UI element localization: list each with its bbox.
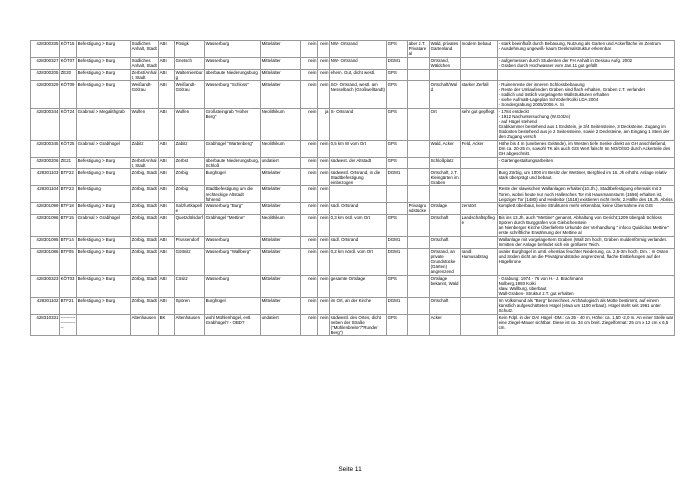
cell-description: ovaler Burghügel in umtl. ehemlas feuchter Niederung, ca. 2,5-3m hoch, Dm. : m Osten und Süden dicht an die Privatgrundstücke angrenzend, flache Einttiefungen auf der Hügelkrone xyxy=(498,248,675,275)
cell-protected-flag: nein xyxy=(301,108,318,140)
cell-ownership xyxy=(408,57,430,69)
cell-condition xyxy=(461,157,498,169)
cell-object-type: Wasserburg "Burg" xyxy=(205,203,261,215)
cell-description xyxy=(498,69,675,81)
cell-land-use: Ortsrand, an private Grundstücke (Gärten) angrenzend xyxy=(430,248,461,275)
cell-description: komplett überbaut, keine Strukturen mehr erkennbar, keine Übernahme ins GIS xyxy=(498,203,675,215)
cell-land-use: Ortschaft xyxy=(430,236,461,248)
cell-description: Reste der slawischen Wallanlagen erhalten(10.Jh.), Stadtbefestigung ehemals mit 3 Toren, wobei heute nur noch Hallesches Tor mit Hausmannsturm (1556) erhalten ist, Leipziger Tor (1480) und Heideitor (1518) existieren nicht mehr, 2.Hälfte des 18.Jh. Abriss xyxy=(498,186,673,202)
table-body xyxy=(31,41,675,336)
cell-object-id: 428300335 xyxy=(31,41,60,58)
cell-survey-method xyxy=(387,203,408,215)
cell-locality: Zerbst xyxy=(175,157,205,169)
cell-ownership xyxy=(408,108,430,140)
cell-condition xyxy=(461,69,498,81)
cell-period: Mittelalter xyxy=(261,69,301,81)
cell-position: südwest. der Altstadt xyxy=(330,157,387,169)
cell-protected-flag: nein xyxy=(301,169,318,186)
cell-object-id: 428310331 xyxy=(31,314,60,336)
cell-protected-flag: nein xyxy=(301,41,318,58)
cell-condition xyxy=(461,57,498,69)
cell-ownership xyxy=(408,69,430,81)
cell-position: südl. Ortsrand xyxy=(330,203,387,215)
table-row xyxy=(31,203,675,215)
cell-object-id: 428300329 xyxy=(31,81,60,108)
cell-short-code: KÖT24 xyxy=(60,108,77,140)
cell-locality: Spören xyxy=(175,297,205,314)
cell-category: Befestigung > Burg xyxy=(77,203,131,215)
cell-district-code: ABI xyxy=(159,57,175,69)
cell-category: Befestigung > Burg xyxy=(77,81,131,108)
cell-district-code: ABI xyxy=(159,157,175,169)
cell-description: Wallanlage mit vorgelagertem Graben (Wall 2m hoch, Graben muldenförmig verlandet. Inmitten der Anlage befindet sich ein größerer Teich. xyxy=(498,236,675,248)
cell-locality: Gnetsch xyxy=(175,57,205,69)
cell-locality: Zörbig xyxy=(175,169,205,186)
cell-description: Kein Fdpl. in der OA! Hügel -DM.: ca 35 - 40 m, Höhe: ca. 1,50 -2,0 m. An einer Stelle war eine Ziegel-Mauer sichtbar. Diese ist ca. 34 cm breit. Ziegelformat: 25 cm x 12 cm x 6,5 cm. xyxy=(498,314,675,336)
cell-survey-method: DGM1 xyxy=(387,236,408,248)
cell-position: südwestl. des Ortes, dicht neben der Straße ("Mühlenbreite"/"Runder Berg") xyxy=(330,314,387,336)
cell-ownership xyxy=(408,314,430,336)
cell-land-use: Ortschaft, z.T. Kleingärten im Graben xyxy=(430,169,459,185)
cell-locality: Prussendorf xyxy=(175,236,205,248)
cell-protected-flag: nein xyxy=(301,275,318,297)
cell-object-id: 428300206 xyxy=(31,157,60,169)
cell-land-use: Ort xyxy=(430,108,461,140)
cell-category: Grabmal > Grabhügel xyxy=(77,214,131,236)
cell-protected-flag: nein xyxy=(301,81,318,108)
cell-survey-method: GPS xyxy=(387,108,408,140)
cell-ownership xyxy=(408,275,430,297)
cell-survey-method: DGM1 xyxy=(387,248,408,275)
cell-period: Mittelalter xyxy=(261,203,301,215)
cell-short-code: ZE21 xyxy=(60,157,77,169)
table-row xyxy=(31,275,675,297)
cell-object-type: Burghügel xyxy=(205,169,261,186)
cell-category: Befestigung xyxy=(77,186,131,203)
cell-object-type: Wasserburg xyxy=(205,41,261,58)
cell-land-use: Ortslage xyxy=(430,203,461,215)
cell-condition xyxy=(461,297,498,314)
cell-object-type: Wasserburg xyxy=(205,57,261,69)
cell-description: Im Volksmund als "Berg" bezeichnet. Archäologisch als Motte bestimmt, auf einem künstlich aufgeschütteten Hügel (etwa um 1100 erbaut). Hügel steht seit 1961 unter Schutz. xyxy=(498,297,675,314)
cell-condition xyxy=(461,169,498,186)
cell-locality: Zabitz xyxy=(175,140,205,157)
cell-survey-method: GPS xyxy=(387,81,408,108)
cell-ownership xyxy=(408,186,430,203)
cell-excavated-flag: nein xyxy=(318,248,330,275)
cell-land-use: Wald, Acker xyxy=(430,140,461,157)
cell-protected-flag: nein xyxy=(301,214,318,236)
table-row xyxy=(31,214,675,236)
cell-ownership xyxy=(408,81,430,108)
cell-survey-method: GPS xyxy=(387,140,408,157)
cell-locality: Zörbig xyxy=(175,186,205,203)
cell-period: undatiert xyxy=(261,314,301,336)
cell-category: Befestigung > Burg xyxy=(77,169,131,186)
cell-category: Befestigung > Burg xyxy=(77,41,131,58)
cell-position xyxy=(330,186,387,203)
cell-object-id: 428301104 xyxy=(31,186,60,203)
cell-land-use: Ortsrand, Wäldchen xyxy=(430,57,461,69)
cell-condition xyxy=(461,186,498,203)
cell-locality: Walternienburg xyxy=(175,69,203,81)
cell-district-code: ABI xyxy=(159,41,175,58)
table-row xyxy=(31,108,675,140)
cell-object-id: 428300345 xyxy=(31,140,60,157)
cell-excavated-flag: nein xyxy=(318,203,330,215)
cell-object-id: 428301102 xyxy=(31,297,60,314)
cell-object-id: 428301086 xyxy=(31,248,60,275)
cell-municipality: Zerbst/Anhalt, Stadt xyxy=(131,69,157,81)
cell-position: südwestl. Ortsrand, in die Stadtbefestigung einbezogen xyxy=(330,169,387,186)
cell-municipality: Südliches Anhalt, Stadt xyxy=(131,58,157,69)
cell-category: Befestigung > Burg xyxy=(77,236,131,248)
cell-description: Höhe bis 4 m (unebenes Gelände), im Westen tiefe Senke direkt an GH anschließend, Dm ca. 20-25 m, sowohl TK als auch GIS Wert falsch! Im NO/O/SO durch Ackerteile des GH abgeschnitt. xyxy=(498,140,675,157)
cell-period: Mittelalter xyxy=(261,169,301,186)
cell-position: NW- Ortsrand xyxy=(330,57,387,69)
cell-short-code: BTF18 xyxy=(60,203,77,215)
cell-object-type: Wasserburg "Wallberg" xyxy=(205,248,261,275)
cell-object-id: 428301095 xyxy=(31,236,60,248)
cell-category: Befestigung > Burg xyxy=(77,57,131,69)
cell-object-type: Burghügel xyxy=(205,297,261,314)
cell-short-code: BTF05 xyxy=(60,248,77,275)
cell-period: Mittelalter xyxy=(261,186,301,203)
cell-ownership: aber z.T. Privatare al xyxy=(408,41,430,58)
table-row xyxy=(31,81,675,108)
cell-survey-method xyxy=(387,186,408,203)
cell-land-use: Schloßplatz xyxy=(430,157,461,169)
cell-district-code: ABI xyxy=(159,69,175,81)
table-row xyxy=(31,297,675,314)
cell-object-type: Wasserburg xyxy=(205,275,261,297)
cell-period: Neolithikum xyxy=(261,140,301,157)
cell-short-code: BTF14 xyxy=(60,236,77,248)
cell-district-code: ABI xyxy=(159,186,175,203)
cell-category: Befestigung > Burg xyxy=(77,297,131,314)
cell-municipality: Weißandt-Gölzau xyxy=(131,81,159,108)
cell-position: gesamte Ortslage xyxy=(330,275,387,297)
cell-short-code: ---------------------- xyxy=(60,314,77,336)
cell-description: - Gartengestaltungsarbeiten xyxy=(498,157,675,169)
cell-excavated-flag: nein xyxy=(318,186,330,203)
cell-district-code: BK xyxy=(159,314,175,336)
cell-short-code: KÖT03 xyxy=(60,275,77,297)
cell-municipality: Zörbig, Stadt xyxy=(131,169,159,186)
cell-condition xyxy=(461,236,498,248)
cell-category: Grabmal > Grabhügel xyxy=(77,140,131,157)
cell-survey-method: DGM1 xyxy=(387,169,408,186)
cell-short-code: BTF21 xyxy=(60,297,77,314)
cell-locality: Weißandt-Gölzau xyxy=(175,81,205,108)
cell-category: Befestigung > Burg xyxy=(77,157,131,169)
cell-category xyxy=(77,314,131,336)
cell-ownership xyxy=(408,169,430,186)
cell-description: Burg Zörbig, um 1000 im Besitz der Wettiner, Bergfried im 16. Jh erhöht. Anlage relativ stark überprägt und bebaut. xyxy=(498,169,675,186)
cell-object-id: 428300205 xyxy=(31,69,60,81)
cell-excavated-flag: nein xyxy=(318,157,330,169)
table-row xyxy=(31,236,675,248)
table-row xyxy=(31,140,675,157)
cell-ownership xyxy=(408,248,430,275)
cell-object-type: Wasserburg xyxy=(205,236,261,248)
cell-short-code: KÖT25 xyxy=(60,140,77,157)
cell-protected-flag: nein xyxy=(301,186,318,203)
cell-excavated-flag: nein xyxy=(318,214,330,236)
cell-condition xyxy=(461,314,498,336)
cell-condition: randl. Humusabtrag xyxy=(461,248,498,275)
cell-municipality: Zörbig, Stadt xyxy=(131,214,159,236)
cell-category: Befestigung > Burg xyxy=(77,248,131,275)
table-row xyxy=(31,248,675,275)
cell-municipality: Zörbig, Stadt xyxy=(131,186,159,203)
cell-object-type: Großsteingrab "Hoher Berg" xyxy=(205,108,261,140)
cell-object-id: 428301103 xyxy=(31,169,60,186)
cell-period: undatiert xyxy=(261,157,301,169)
cell-short-code: BTF23 xyxy=(60,186,77,203)
cell-period: Mittelalter xyxy=(261,275,301,297)
cell-position: 0,2 km nördl. vom Ort xyxy=(330,248,387,275)
cell-municipality: Zörbig, Stadt xyxy=(131,203,159,215)
cell-locality: Salzfurtkapelle xyxy=(175,203,205,215)
cell-ownership xyxy=(408,214,430,236)
cell-ownership xyxy=(408,297,430,314)
cell-condition: sehr gut gepflegt xyxy=(461,108,498,140)
cell-position: SO- Ortsrand, westl. am Nesselbach (Großwelltandt) xyxy=(330,81,387,108)
cell-object-type: Stadtbefestigung um die rechteckige Altstadt führend xyxy=(205,186,261,203)
cell-district-code: ABI xyxy=(159,203,175,215)
cell-protected-flag: nein xyxy=(301,236,318,248)
cell-period: Mittelalter xyxy=(261,57,301,69)
cell-short-code: ZE20 xyxy=(60,69,77,81)
cell-object-id: 428300327 xyxy=(31,57,60,69)
cell-protected-flag: nein xyxy=(301,203,318,215)
cell-land-use: Ortslage bekannt, Wald xyxy=(430,275,461,297)
cell-excavated-flag: nein xyxy=(318,297,330,314)
cell-locality: Pösigk xyxy=(175,41,205,58)
cell-locality: Cösitz xyxy=(175,275,205,297)
cell-municipality: Zörbig, Stadt xyxy=(131,236,159,248)
cell-locality: Altenhausen xyxy=(175,314,205,336)
cell-condition: zerstört xyxy=(461,203,498,215)
cell-condition: modern bebaut xyxy=(461,41,498,58)
cell-description: - Grabung: 1974 - 76 von H.- J. Brachmann Nolberg,1993 Kolki slaw. Wallburg, überbaut Wall-Graben- Struktur z.T. gut erhalten xyxy=(498,275,675,297)
cell-excavated-flag: ja xyxy=(318,108,330,140)
table-row xyxy=(31,186,675,203)
cell-municipality: Zörbig, Stadt xyxy=(131,275,159,297)
cell-position: südl. Ortsrand xyxy=(330,236,387,248)
cell-period: Mittelalter xyxy=(261,297,301,314)
cell-object-id: 428301096 xyxy=(31,214,60,236)
cell-protected-flag: nein xyxy=(301,57,318,69)
cell-excavated-flag: nein xyxy=(318,314,330,336)
cell-object-type: Grabhügel "Mettine" xyxy=(205,214,261,236)
cell-category: Befestigung > Burg xyxy=(77,69,131,81)
cell-condition: Landschaftspflege xyxy=(461,214,498,236)
cell-district-code: ABI xyxy=(159,108,175,140)
cell-district-code: ABI xyxy=(159,81,175,108)
cell-protected-flag: nein xyxy=(301,248,318,275)
cell-ownership xyxy=(408,236,430,248)
cell-protected-flag: nein xyxy=(301,69,318,81)
cell-ownership: Privatgrundstücke xyxy=(408,203,430,215)
cell-municipality: Altenhausen xyxy=(131,314,159,336)
cell-position: 0,3 km östl. vom Ort xyxy=(330,214,387,236)
cell-excavated-flag: nein xyxy=(318,41,330,58)
cell-district-code: ABI xyxy=(159,297,175,314)
cell-protected-flag: nein xyxy=(301,140,318,157)
cell-period: Mittelalter xyxy=(261,41,301,58)
table-row xyxy=(31,41,675,58)
monument-register-table xyxy=(30,40,675,336)
cell-municipality: Zabitz xyxy=(131,140,159,157)
cell-land-use: Ortschaft xyxy=(430,214,461,236)
cell-survey-method: GPS xyxy=(387,314,408,336)
cell-survey-method: GPS xyxy=(387,275,408,297)
cell-period: Neolithikum xyxy=(261,108,301,140)
page-number: Seite 11 xyxy=(338,466,362,473)
cell-period: Neolithikum xyxy=(261,214,301,236)
table-row xyxy=(31,69,675,81)
cell-short-code: KÖT09 xyxy=(60,81,77,108)
cell-survey-method: GPS xyxy=(387,41,408,58)
cell-object-type: überbaute Niederungsburg, Schloß xyxy=(205,157,260,168)
cell-description: - aufgemessen durch Studenten der FH Anhalt in Dessau Aufg. 2002 - Graben durch Hochwasser vom Jan.11 gut gefüllt xyxy=(498,57,675,69)
table-row xyxy=(31,57,675,69)
cell-object-type: Wasserburg "Schloss" xyxy=(205,81,261,108)
cell-land-use: Ortschaft/Wald xyxy=(430,81,461,108)
cell-municipality: Zerbst/Anhalt, Stadt xyxy=(131,157,157,168)
cell-object-type: wohl Mühlenhügel, evtl. Grabhügel? - OBD? xyxy=(205,314,261,336)
cell-locality: Quetzdölsdorf xyxy=(175,214,205,236)
cell-description: - stark beeinflußt durch Bebauung, Nutzung als Garten und Ackerfläche im Zentrum - Ausdehnung ungewiß- kaum Denkmalstruktur erkennbar xyxy=(498,41,675,58)
cell-condition: starker Zerfall xyxy=(461,81,498,108)
cell-district-code: ABI xyxy=(159,169,175,186)
cell-position: S- Ortsrand xyxy=(330,108,387,140)
cell-excavated-flag: nein xyxy=(318,236,330,248)
cell-land-use: Acker xyxy=(430,314,461,336)
cell-short-code: KÖT07 xyxy=(60,57,77,69)
cell-survey-method: GPS xyxy=(387,69,408,81)
table-row xyxy=(31,157,675,169)
cell-municipality: Südliches Anhalt, Stadt xyxy=(131,41,159,58)
cell-description: - 1784 entdeckt - 1912 Nachuntersuchung (W.Götze) - auf Hügel stehend Grabkammer bestehend aus 1 Endstein, je 3/4 Seitensteine, 3 Decksteine. Zugang im Südosten bestehend aus je 2 Seitensteine, sowie 2 Decksteine, am Eingang 1 Stein der den Zugang versch xyxy=(498,108,675,140)
cell-object-id: 428300344 xyxy=(31,108,60,140)
cell-survey-method: DGM1 xyxy=(387,57,408,69)
cell-object-id: 428301099 xyxy=(31,203,60,215)
cell-locality: Wulfen xyxy=(175,108,205,140)
cell-description: Bis ins 13.Jh. auch "Mettine" genannt, Abhaltung von Gericht;1209 übergab Schloss Spören durch Burggrafen von Giebichenstein an Nienberger Kirche Überlieferte Urkunde der Verhandlung " infoco Quidicitus Mettine" erste schriftliche Erwähnung der Mettine al xyxy=(498,214,675,236)
cell-excavated-flag: nein xyxy=(318,81,330,108)
cell-municipality: Zörbig, Stadt xyxy=(131,297,159,314)
cell-short-code: KÖT15 xyxy=(60,41,77,58)
cell-survey-method: DGM1 xyxy=(387,297,408,314)
cell-excavated-flag: nein xyxy=(318,69,330,81)
cell-condition: Feld, Acker xyxy=(461,140,498,157)
cell-position: 0,5 km W vom Ort xyxy=(330,140,387,157)
cell-period: Mittelalter xyxy=(261,248,301,275)
cell-district-code: ABI xyxy=(159,140,175,157)
cell-period: Mittelalter xyxy=(261,236,301,248)
table-row xyxy=(31,314,675,336)
cell-protected-flag: nein xyxy=(301,297,318,314)
cell-ownership xyxy=(408,157,430,169)
cell-municipality: Zörbig, Stadt xyxy=(131,248,159,275)
cell-object-type: Grabhügel "Wartenberg" xyxy=(205,140,261,157)
cell-survey-method: GPS xyxy=(387,214,408,236)
cell-excavated-flag: nein xyxy=(318,57,330,69)
cell-position: NW- Ortsrand xyxy=(330,41,387,58)
cell-condition xyxy=(461,275,498,297)
cell-period: Mittelalter xyxy=(261,81,301,108)
cell-land-use xyxy=(430,69,461,81)
cell-description: - Ruinenreste der inneren Schlossbebauung - Reste der Umlaufenden Graben sind flach erhalten, Graben z.T. verlandet - südlich und östlich vorgelagerte Wallstrukturen erhalten - siehe AufmaB-Lageplan Schröder/Kolki LDA 2004 - Sondergrabung 2005/2006 A. Si xyxy=(498,81,675,108)
cell-land-use xyxy=(430,186,461,203)
cell-land-use: Ortschaft xyxy=(430,297,461,314)
cell-category: Grabmal > Megalithgrab xyxy=(77,108,131,140)
cell-locality: Göttnitz xyxy=(175,248,205,275)
cell-short-code: BTF15 xyxy=(60,214,77,236)
cell-ownership xyxy=(408,140,430,157)
cell-position: ehem. Gut, dicht westl. xyxy=(330,69,387,81)
cell-excavated-flag: nein xyxy=(318,169,330,186)
cell-protected-flag: nein xyxy=(301,157,318,169)
cell-object-id: 428300323 xyxy=(31,275,60,297)
cell-survey-method: GPS xyxy=(387,157,408,169)
cell-excavated-flag: nein xyxy=(318,275,330,297)
cell-short-code: BTF22 xyxy=(60,169,77,186)
table-row xyxy=(31,169,675,186)
cell-land-use: Wald, privates Gartenland xyxy=(430,41,461,58)
cell-protected-flag: nein xyxy=(301,314,318,336)
cell-position: im Ort, an der Kirche xyxy=(330,297,387,314)
cell-district-code: ABI xyxy=(159,275,175,297)
cell-district-code: ABI xyxy=(159,214,175,236)
cell-municipality: Wulfen xyxy=(131,108,159,140)
cell-district-code: ABI xyxy=(159,236,175,248)
cell-district-code: ABI xyxy=(159,248,175,275)
cell-category: Befestigung > Burg xyxy=(77,275,131,297)
cell-excavated-flag: nein xyxy=(318,140,330,157)
cell-object-type: überbaute Niederungsburg xyxy=(205,69,261,81)
